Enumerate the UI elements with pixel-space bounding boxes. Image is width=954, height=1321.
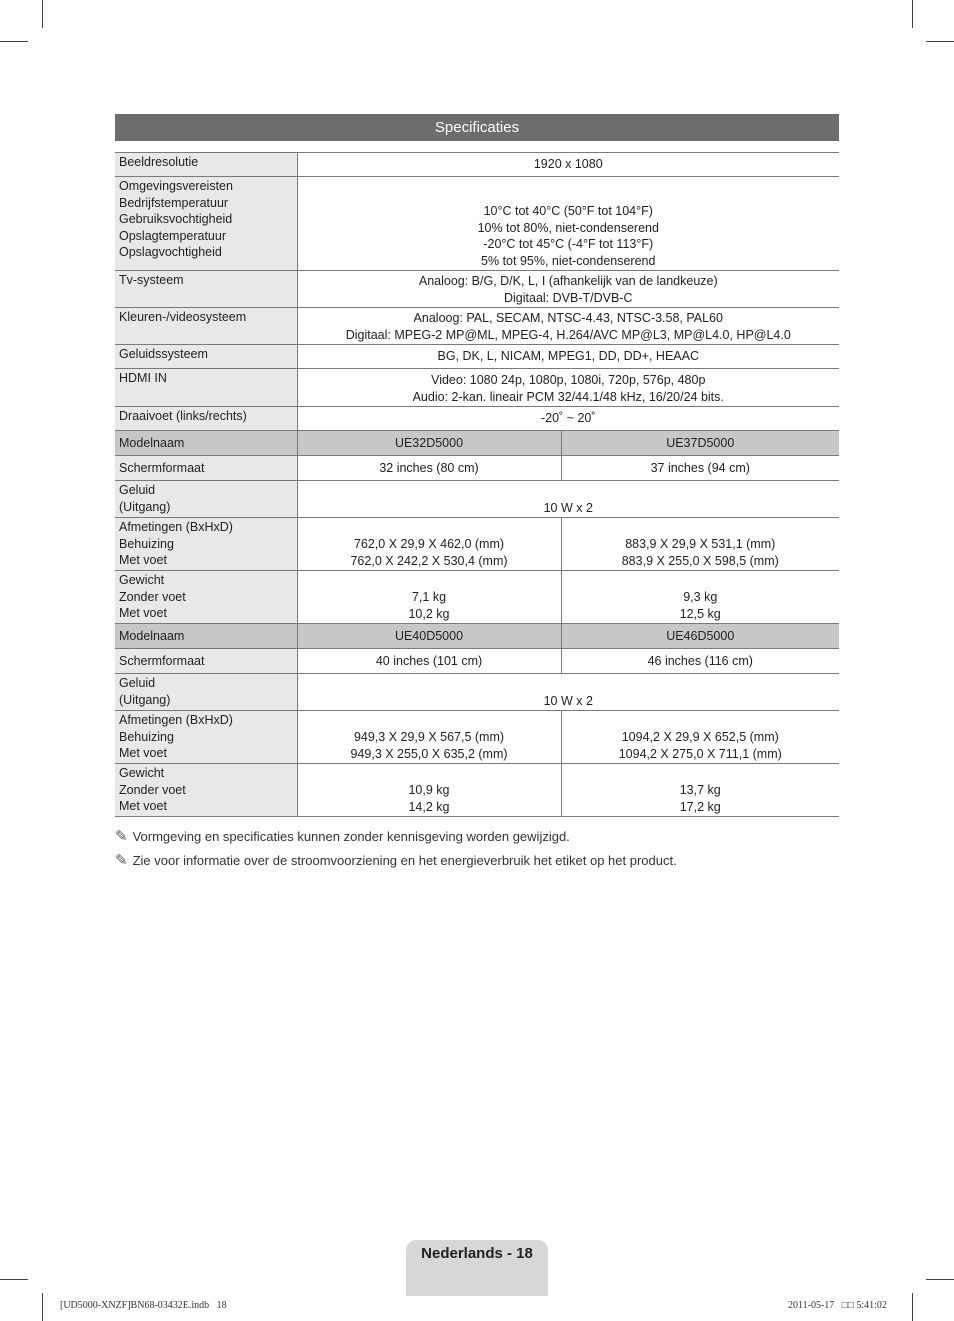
spec-row bbox=[115, 649, 839, 674]
cell-line: Analoog: PAL, SECAM, NTSC-4.43, NTSC-3.58, PAL60 bbox=[413, 311, 723, 325]
crop-mark bbox=[926, 41, 954, 42]
crop-mark bbox=[0, 41, 28, 42]
spec-row bbox=[115, 764, 839, 817]
spec-value: 40 inches (101 cm) bbox=[297, 649, 561, 674]
spec-label bbox=[115, 711, 297, 764]
cell-line: Kleuren-/videosysteem bbox=[119, 310, 247, 324]
spec-value bbox=[297, 308, 839, 345]
footer-file-info: [UD5000-XNZF]BN68-03432E.indb 18 bbox=[60, 1300, 227, 1311]
cell-line: -20°C tot 45°C (-4°F tot 113°F) bbox=[483, 237, 654, 251]
cell-line: 1920 x 1080 bbox=[533, 157, 603, 172]
cell-line: Beeldresolutie bbox=[119, 155, 199, 169]
crop-mark bbox=[42, 0, 43, 28]
footer-timestamp: 2011-05-17 □□ 5:41:02 bbox=[788, 1300, 887, 1311]
cell-line: Opslagtemperatuur bbox=[119, 228, 227, 243]
page-label: Nederlands - 18 bbox=[421, 1245, 533, 1262]
model-label: Modelnaam bbox=[115, 431, 297, 456]
cell-line: 9,3 kg bbox=[683, 590, 718, 604]
spec-row bbox=[115, 345, 839, 369]
spec-row bbox=[115, 711, 839, 764]
cell-line: Geluid bbox=[119, 483, 156, 497]
cell-line: 1094,2 X 29,9 X 652,5 (mm) bbox=[621, 730, 779, 744]
spec-label bbox=[115, 674, 297, 711]
cell-line: Tv-systeem bbox=[119, 273, 184, 287]
cell-line: Digitaal: MPEG-2 MP@ML, MPEG-4, H.264/AVC MP@L3, MP@L4.0, HP@L4.0 bbox=[345, 327, 791, 342]
crop-mark bbox=[912, 0, 913, 28]
cell-line: 762,0 X 29,9 X 462,0 (mm) bbox=[353, 537, 505, 551]
spec-value bbox=[561, 518, 839, 571]
cell-line: 12,5 kg bbox=[679, 606, 721, 621]
spec-label: Schermformaat bbox=[115, 649, 297, 674]
cell-line: Met voet bbox=[119, 799, 167, 813]
spec-value: 32 inches (80 cm) bbox=[297, 456, 561, 481]
cell-line: Video: 1080 24p, 1080p, 1080i, 720p, 576p, 480p bbox=[431, 373, 706, 387]
spec-row bbox=[115, 153, 839, 177]
cell-line: 10°C tot 40°C (50°F tot 104°F) bbox=[483, 204, 653, 218]
cell-line: HDMI IN bbox=[119, 371, 167, 385]
note-text: Zie voor informatie over de stroomvoorziening en het energieverbruik het etiket op het product. bbox=[132, 852, 677, 868]
cell-line: 17,2 kg bbox=[679, 799, 721, 814]
cell-line: Omgevingsvereisten bbox=[119, 179, 233, 193]
cell-line: Afmetingen (BxHxD) bbox=[119, 520, 233, 534]
spec-value bbox=[297, 153, 839, 177]
spec-value bbox=[561, 711, 839, 764]
cell-line: 13,7 kg bbox=[679, 783, 721, 797]
cell-line: Digitaal: DVB-T/DVB-C bbox=[504, 290, 633, 305]
notes bbox=[115, 824, 677, 872]
page-number-badge bbox=[406, 1240, 548, 1296]
spec-value bbox=[297, 764, 561, 817]
cell-line: 14,2 kg bbox=[408, 799, 450, 814]
pencil-icon: ✎ bbox=[115, 852, 128, 869]
spec-value: 10 W x 2 bbox=[297, 674, 839, 711]
cell-line: 949,3 X 29,9 X 567,5 (mm) bbox=[353, 730, 505, 744]
cell-line: Zonder voet bbox=[119, 589, 186, 604]
cell-line: Afmetingen (BxHxD) bbox=[119, 713, 233, 727]
spec-row bbox=[115, 456, 839, 481]
spec-row bbox=[115, 518, 839, 571]
cell-line: (Uitgang) bbox=[119, 692, 171, 707]
cell-line: 10% tot 80%, niet-condenserend bbox=[477, 220, 659, 235]
cell-line: Met voet bbox=[119, 746, 167, 760]
spec-label bbox=[115, 518, 297, 571]
cell-line: Behuizing bbox=[119, 536, 174, 551]
spec-label bbox=[115, 481, 297, 518]
spec-label bbox=[115, 153, 297, 177]
cell-line: Opslagvochtigheid bbox=[119, 245, 222, 259]
section-title: Specificaties bbox=[115, 114, 839, 141]
spec-label bbox=[115, 345, 297, 369]
spec-value bbox=[297, 518, 561, 571]
spec-label bbox=[115, 369, 297, 407]
pencil-icon: ✎ bbox=[115, 828, 128, 845]
spec-row bbox=[115, 369, 839, 407]
crop-mark bbox=[926, 1279, 954, 1280]
spec-row bbox=[115, 407, 839, 431]
cell-line: 10,2 kg bbox=[408, 606, 450, 621]
cell-line: 762,0 X 242,2 X 530,4 (mm) bbox=[350, 553, 508, 568]
cell-line: Met voet bbox=[119, 553, 167, 567]
spec-row bbox=[115, 571, 839, 624]
cell-line: Geluid bbox=[119, 676, 156, 690]
model-name: UE46D5000 bbox=[561, 624, 839, 649]
cell-line: BG, DK, L, NICAM, MPEG1, DD, DD+, HEAAC bbox=[437, 349, 699, 364]
cell-line: Zonder voet bbox=[119, 782, 186, 797]
spec-value bbox=[297, 407, 839, 431]
cell-line: Draaivoet (links/rechts) bbox=[119, 409, 247, 423]
crop-mark bbox=[912, 1293, 913, 1321]
cell-line: 883,9 X 29,9 X 531,1 (mm) bbox=[625, 537, 776, 551]
note-item bbox=[115, 848, 677, 872]
cell-line: 949,3 X 255,0 X 635,2 (mm) bbox=[350, 746, 508, 761]
cell-line: Bedrijfstemperatuur bbox=[119, 195, 229, 210]
model-name: UE37D5000 bbox=[561, 431, 839, 456]
cell-line: 7,1 kg bbox=[411, 590, 447, 604]
spec-row bbox=[115, 674, 839, 711]
spec-row bbox=[115, 177, 839, 271]
model-header-row bbox=[115, 624, 839, 649]
spec-label bbox=[115, 271, 297, 308]
model-name: UE32D5000 bbox=[297, 431, 561, 456]
cell-line: Geluidssysteem bbox=[119, 347, 208, 361]
cell-line: Gewicht bbox=[119, 573, 165, 587]
cell-line: Audio: 2-kan. lineair PCM 32/44.1/48 kHz, 16/20/24 bits. bbox=[412, 389, 724, 404]
model-name: UE40D5000 bbox=[297, 624, 561, 649]
spec-value bbox=[297, 571, 561, 624]
crop-mark bbox=[42, 1293, 43, 1321]
spec-row bbox=[115, 308, 839, 345]
spec-table bbox=[115, 152, 839, 817]
spec-value: 46 inches (116 cm) bbox=[561, 649, 839, 674]
spec-value bbox=[561, 571, 839, 624]
spec-label bbox=[115, 308, 297, 345]
spec-label bbox=[115, 764, 297, 817]
cell-line: 883,9 X 255,0 X 598,5 (mm) bbox=[621, 553, 779, 568]
spec-label bbox=[115, 407, 297, 431]
spec-label bbox=[115, 571, 297, 624]
crop-mark bbox=[0, 1279, 28, 1280]
cell-line: Gewicht bbox=[119, 766, 165, 780]
cell-line: 5% tot 95%, niet-condenserend bbox=[481, 253, 656, 268]
cell-line: -20˚ ~ 20˚ bbox=[540, 411, 596, 426]
cell-line: Met voet bbox=[119, 606, 167, 620]
spec-label: Schermformaat bbox=[115, 456, 297, 481]
spec-value: 10 W x 2 bbox=[297, 481, 839, 518]
spec-value bbox=[297, 271, 839, 308]
spec-value bbox=[297, 711, 561, 764]
cell-line: Behuizing bbox=[119, 729, 174, 744]
spec-value bbox=[561, 764, 839, 817]
spec-label bbox=[115, 177, 297, 271]
cell-line: (Uitgang) bbox=[119, 499, 171, 514]
model-label: Modelnaam bbox=[115, 624, 297, 649]
cell-line: 1094,2 X 275,0 X 711,1 (mm) bbox=[618, 746, 782, 761]
cell-line: Gebruiksvochtigheid bbox=[119, 212, 233, 226]
spec-value bbox=[297, 345, 839, 369]
spec-value bbox=[297, 369, 839, 407]
spec-value: 37 inches (94 cm) bbox=[561, 456, 839, 481]
spec-value bbox=[297, 177, 839, 271]
cell-line: 10,9 kg bbox=[408, 783, 450, 797]
spec-row bbox=[115, 481, 839, 518]
note-text: Vormgeving en specificaties kunnen zonder kennisgeving worden gewijzigd. bbox=[132, 828, 570, 844]
cell-line: Analoog: B/G, D/K, L, I (afhankelijk van de landkeuze) bbox=[418, 274, 718, 288]
model-header-row bbox=[115, 431, 839, 456]
note-item bbox=[115, 824, 677, 848]
spec-row bbox=[115, 271, 839, 308]
